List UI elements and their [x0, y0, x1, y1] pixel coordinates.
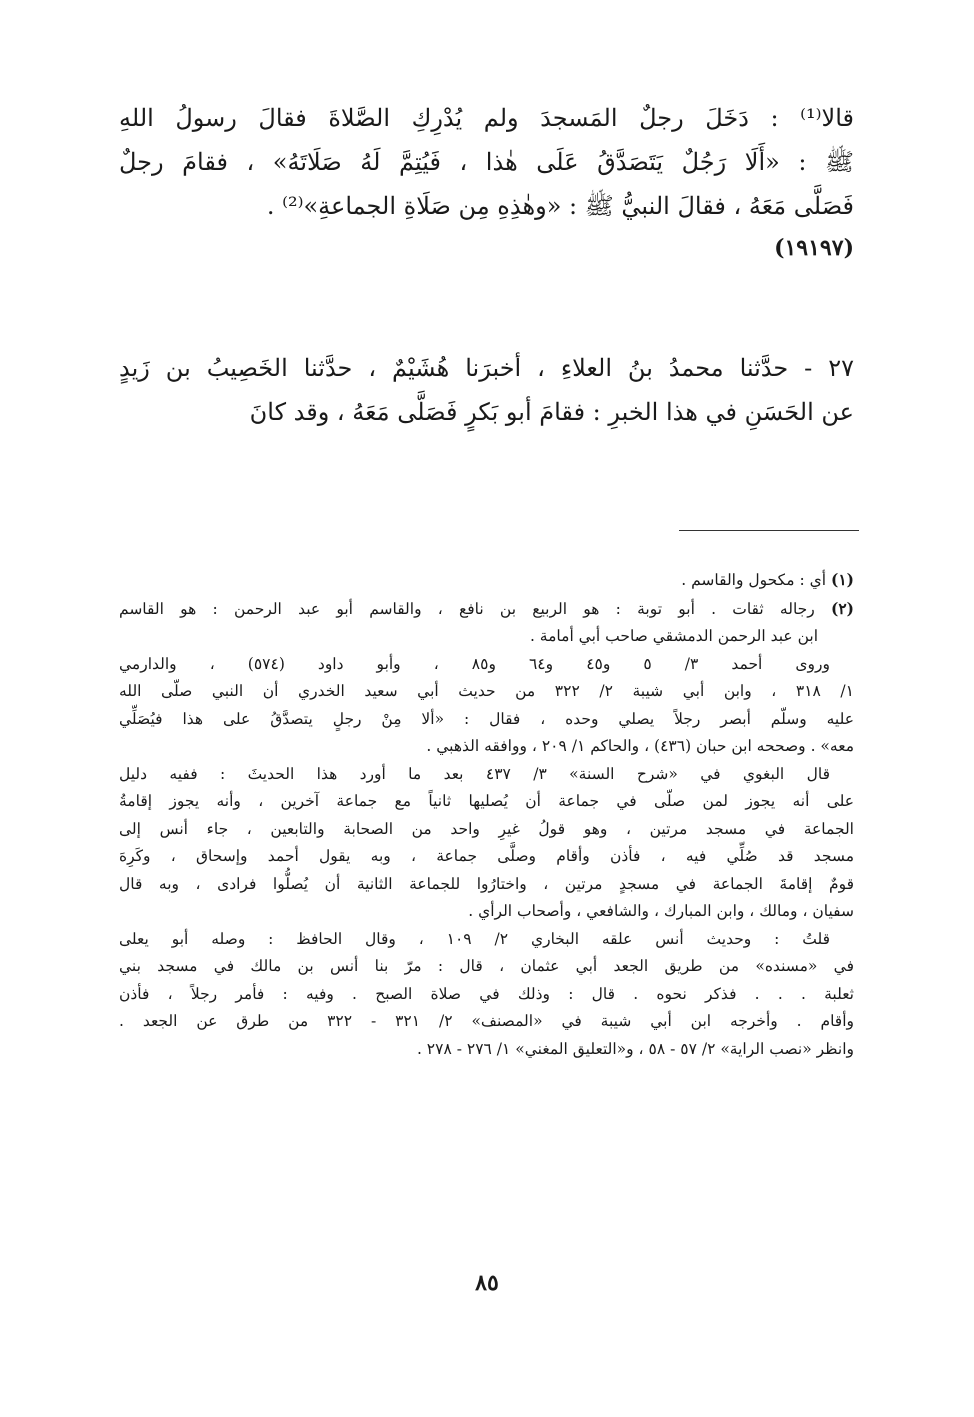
footnote-line: الجماعة في مسجد مرتين ، وهو قولُ غيرِ واحد من الصحابة والتابعين ، جاء أنس إلى	[119, 819, 854, 838]
footnote-line: ١/ ٣١٨ ، وابن أبي شيبة ٢/ ٣٢٢ من حديث أبي سعيد الخدري أن النبي صلّى الله	[119, 682, 854, 700]
footnote-number: (٢)	[830, 598, 854, 618]
footnote-line: مسجد قد صُلِّي فيه ، فأذن وأقام وصلَّى جماعة ، وبه يقول أحمد وإسحاق ، وكَرِهَ	[119, 847, 854, 865]
footnote-line: وانظر «نصب الراية» ٢/ ٥٧ - ٥٨ ، و«التعليق المغني» ١/ ٢٧٦ - ٢٧٨ .	[416, 1039, 854, 1058]
footnote-1	[119, 566, 854, 595]
footnote-line: سفيان ، ومالك ، وابن المبارك ، والشافعي ، وأصحاب الرأي .	[468, 902, 854, 920]
main-line: قالا⁽¹⁾ : دَخَلَ رجلٌ المَسجدَ ولم يُدْرِكِ الصَّلاةَ فقالَ رسولُ اللهِ	[119, 104, 854, 132]
footnote-line: عليه وسلّم أبصر رجلاً يصلي وحده ، فقال : «ألا مِنْ رجلٍ يتصدَّقُ على هذا فيُصَلِّي	[119, 709, 854, 728]
footnote-line: قال البغوي في «شرح السنة» ٣/ ٤٣٧ بعد ما أورد هذا الحديثَ : ففيه دليل	[119, 764, 830, 783]
main-line: ٢٧ - حدَّثنا محمدُ بنُ العلاءِ ، أخبرَنا هُشَيْمٌ ، حدَّثنا الخَصِيبُ بن زَيدٍ	[119, 354, 854, 382]
footnote-line: في «مسنده» من طريق الجعد أبي عثمان ، قال : مرّ بنا أنس بن مالك في مسجد بني	[119, 957, 854, 975]
footnotes	[119, 566, 854, 1063]
footnote-line: وروى أحمد ٣/ ٥ و٤٥ و٦٤ و٨٥ ، وأبو داود (٥٧٤) ، والدارمي	[119, 654, 831, 673]
page-number: ٨٥	[475, 1270, 499, 1296]
main-line: عن الحَسَنِ في هذا الخبرِ : فقامَ أبو بَكرٍ فَصَلَّى مَعَهُ ، وقد كانَ	[249, 398, 854, 426]
footnote-text: أي : مكحول والقاسم .	[681, 571, 827, 589]
main-text-para1	[119, 96, 854, 268]
footnote-line: قومٌ إقامةَ الجماعة في مسجدٍ مرتين ، واختارُوا للجماعة الثانية أن يُصلُّوا فرادى ، وبه قال	[119, 874, 854, 893]
footnote-line: ابن عبد الرحمن الدمشقي صاحب أبي أمامة .	[529, 627, 818, 645]
footnote-number: (١)	[830, 570, 854, 589]
hadith-reference-number: (١٩١٩٧)	[774, 235, 854, 261]
footnote-line: على أنه يجوز لمن صلّى في جماعة أن يُصليها ثانياً مع جماعة آخرين ، وأنه يجوز إقامةُ	[119, 792, 854, 810]
footnote-2	[119, 595, 854, 624]
main-text-para2	[119, 346, 854, 434]
footnote-line: قلتُ : وحديث أنس علقه البخاري ٢/ ١٠٩ ، وقال الحافظ : وصله أبو يعلى	[119, 929, 831, 948]
footnote-separator	[679, 530, 859, 531]
main-line: ﷺ : «أَلَا رَجُلٌ يَتَصَدَّقُ عَلَى هٰذا ، فَيُتِمَّ لَهُ صَلَاتَهُ» ، فقامَ رجلٌ	[119, 148, 854, 176]
footnote-text: رجاله ثقات . أبو توبة : هو الربيع بن نافع ، والقاسم أبو عبد الرحمن : هو القاسم	[119, 599, 815, 618]
footnote-line: وأقام . وأخرجه ابن أبي شيبة في «المصنف» ٢/ ٣٢١ - ٣٢٢ من طرق عن الجعد .	[119, 1012, 854, 1030]
footnote-line: معه» . وصححه ابن حبان (٤٣٦) ، والحاكم ١/ ٢٠٩ ، ووافقه الذهبي .	[426, 737, 854, 755]
footnote-line: ثعلبة . . . فذكر نحوه . قال : وذلك في صلاة الصبح . وفيه : فأمر رجلاً ، فأذن	[119, 984, 854, 1003]
main-line: فَصَلَّى مَعَهُ ، فقالَ النبيُّ ﷺ : «وهٰذِهِ مِن صَلَاةِ الجماعةِ»⁽²⁾ .	[266, 192, 854, 220]
